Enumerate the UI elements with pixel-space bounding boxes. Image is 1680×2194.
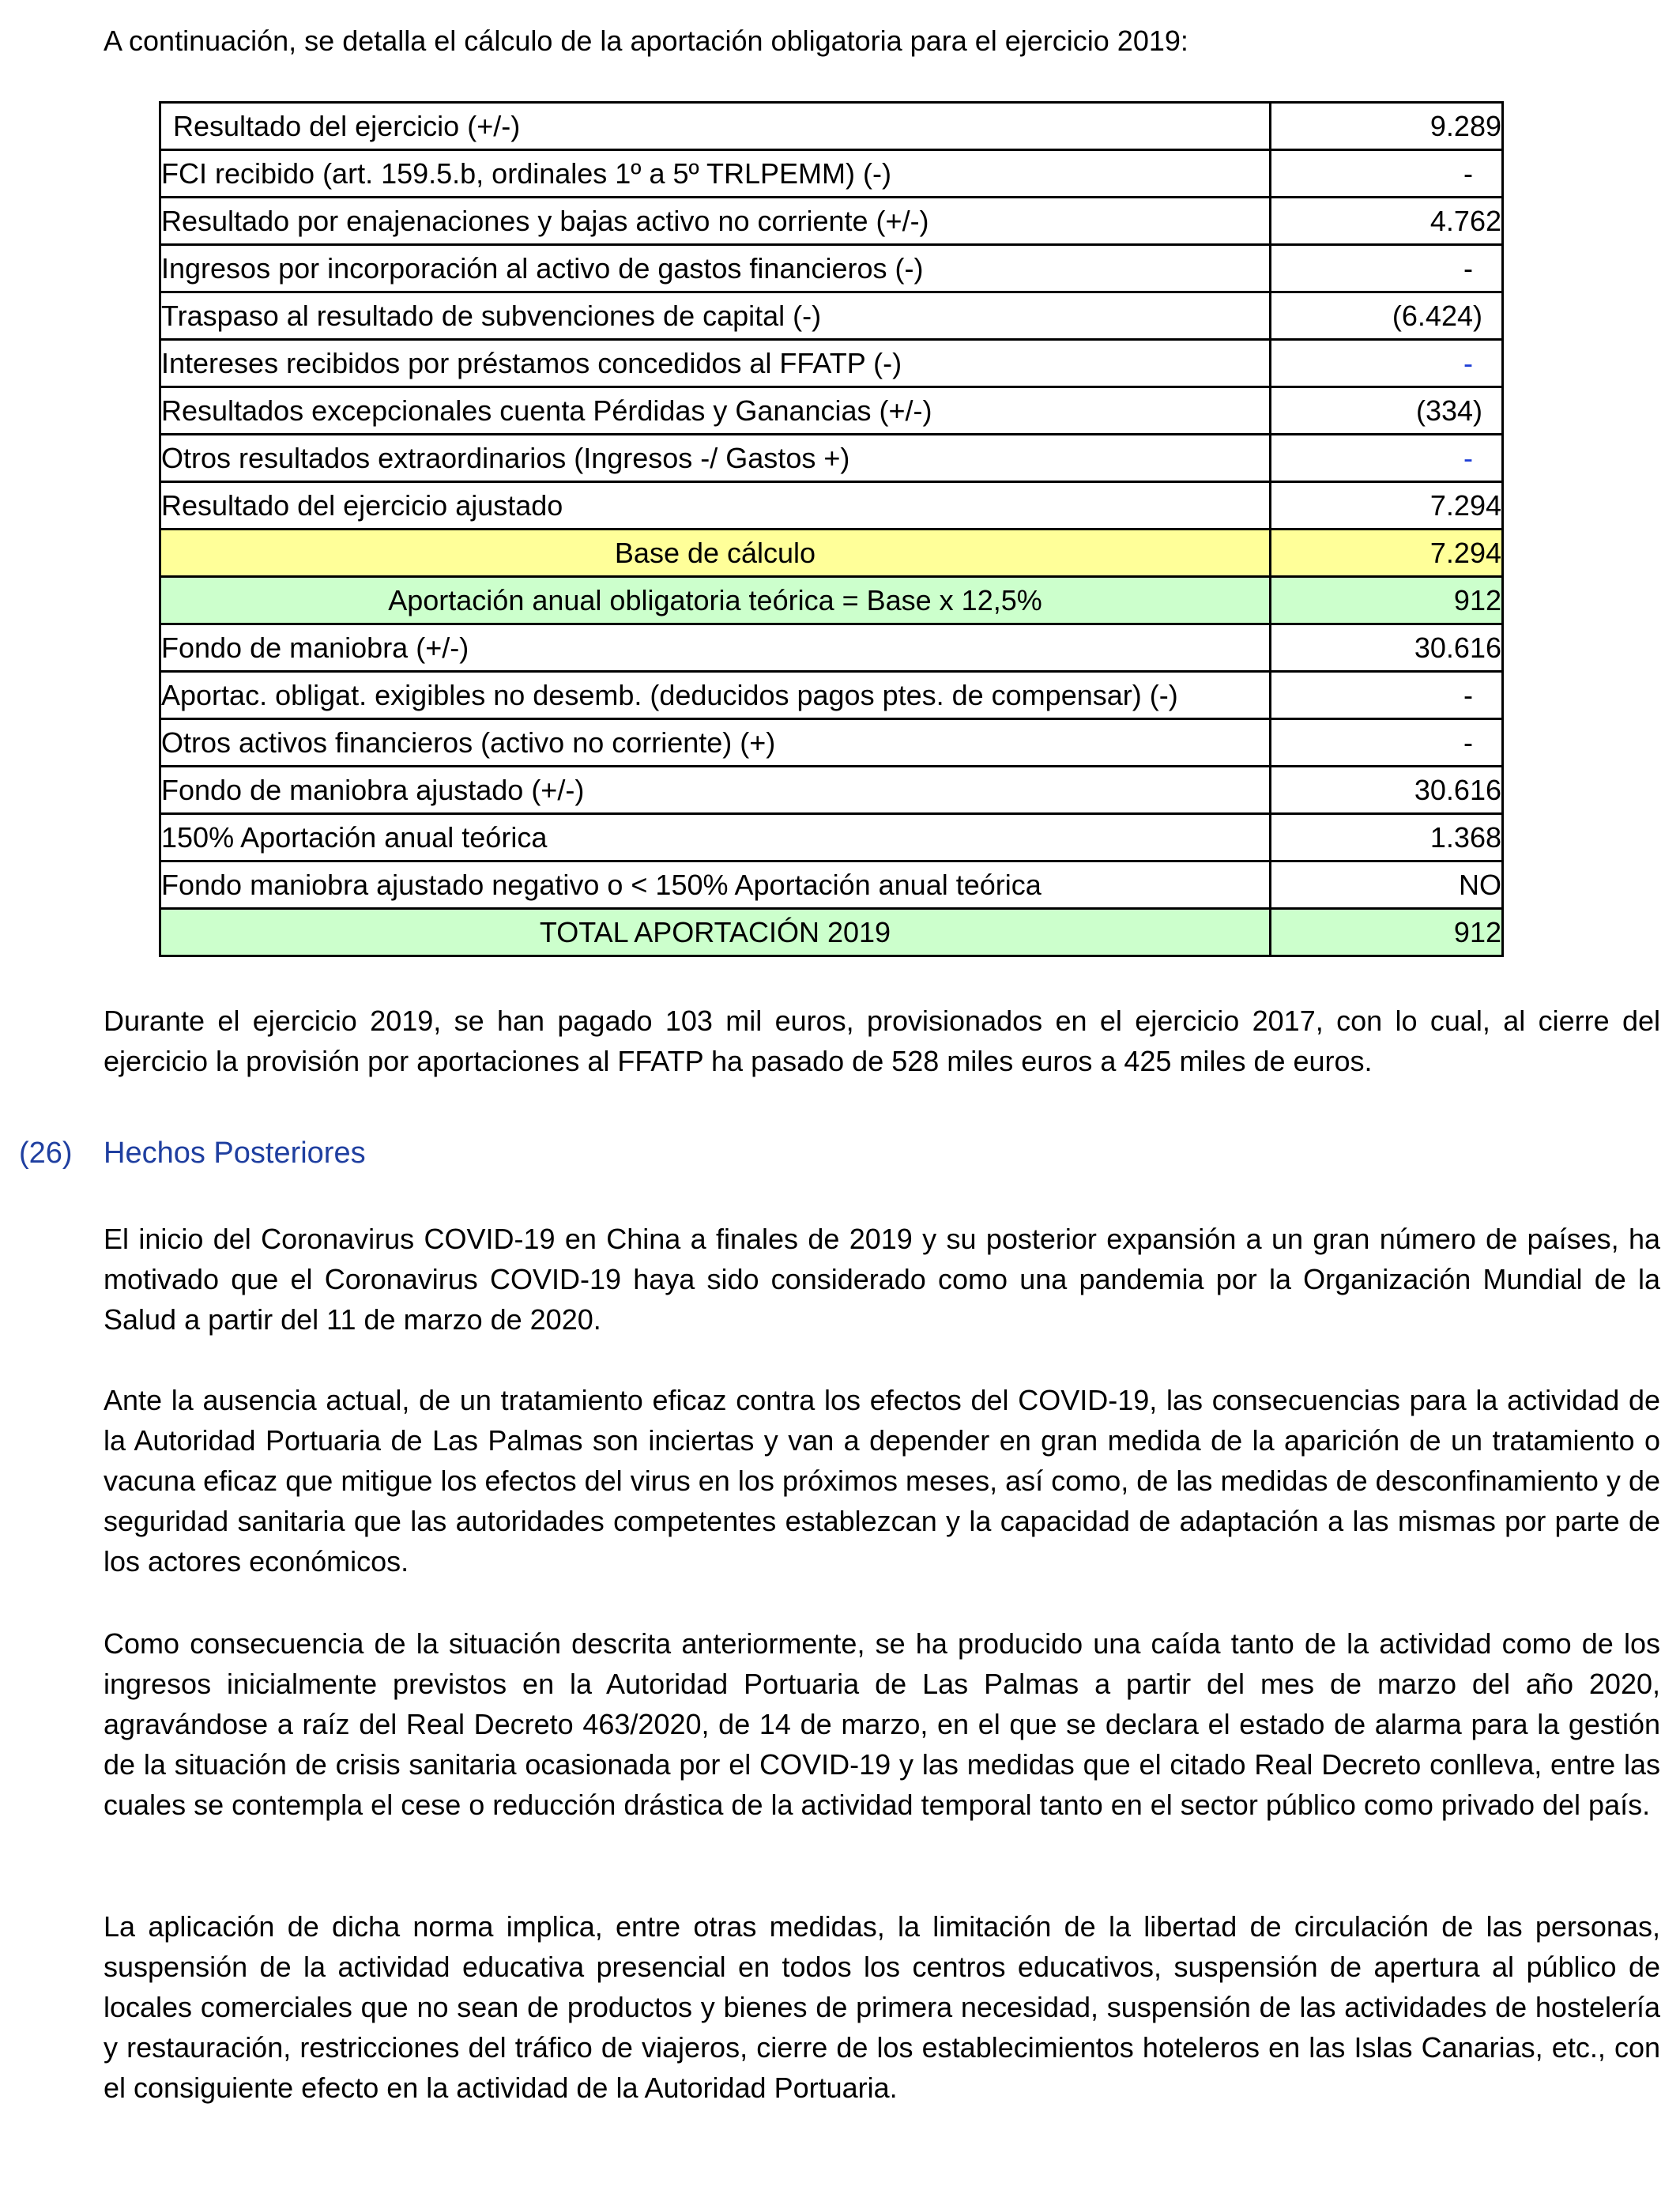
table-row [160, 767, 1503, 814]
row-value: 4.762 [1271, 198, 1503, 245]
row-value: (6.424) [1271, 292, 1503, 340]
row-value: 9.289 [1271, 103, 1503, 150]
table-row [160, 103, 1503, 150]
row-value: - [1271, 672, 1503, 719]
row-label: Fondo maniobra ajustado negativo o < 150% Aportación anual teórica [160, 861, 1271, 909]
row-label: 150% Aportación anual teórica [160, 814, 1271, 861]
table-row [160, 198, 1503, 245]
table-row [160, 435, 1503, 482]
base-row [160, 530, 1503, 577]
row-value: 912 [1271, 909, 1503, 956]
row-label: Resultado por enajenaciones y bajas activo no corriente (+/-) [160, 198, 1271, 245]
table-row [160, 672, 1503, 719]
row-label: Ingresos por incorporación al activo de gastos financieros (-) [160, 245, 1271, 292]
total-row [160, 909, 1503, 956]
row-value: NO [1271, 861, 1503, 909]
row-value: 30.616 [1271, 624, 1503, 672]
row-label: Intereses recibidos por préstamos concedidos al FFATP (-) [160, 340, 1271, 387]
row-label: Resultados excepcionales cuenta Pérdidas y Ganancias (+/-) [160, 387, 1271, 435]
paragraph: El inicio del Coronavirus COVID-19 en China a finales de 2019 y su posterior expansión a un gran número de países, ha motivado que el Coronavirus COVID-19 haya sido considerado como una pandemia por la Organización Mundial de la Salud a partir del 11 de marzo de 2020. [104, 1223, 1660, 1336]
row-label: Fondo de maniobra ajustado (+/-) [160, 767, 1271, 814]
intro-text: A continuación, se detalla el cálculo de la aportación obligatoria para el ejercicio 2019: [104, 25, 1188, 57]
row-value: 7.294 [1271, 530, 1503, 577]
table-row [160, 814, 1503, 861]
section-title: Hechos Posteriores [104, 1137, 366, 1170]
table-row [160, 387, 1503, 435]
table-row [160, 719, 1503, 767]
theoretical-contribution-row [160, 577, 1503, 624]
row-label: Aportac. obligat. exigibles no desemb. (deducidos pagos ptes. de compensar) (-) [160, 672, 1271, 719]
table-row [160, 340, 1503, 387]
row-label: FCI recibido (art. 159.5.b, ordinales 1º a 5º TRLPEMM) (-) [160, 150, 1271, 198]
row-value: - [1271, 719, 1503, 767]
paragraph: La aplicación de dicha norma implica, entre otras medidas, la limitación de la libertad de circulación de las personas, suspensión de la actividad educativa presencial en todos los centros educativos, suspensión de apertura al público de locales comerciales que no sean de productos y bienes de primera necesidad, suspensión de las actividades de hostelería y restauración, restricciones del tráfico de viajeros, cierre de los establecimientos hoteleros en las Islas Canarias, etc., con el consiguiente efecto en la actividad de la Autoridad Portuaria. [104, 1910, 1660, 2104]
row-value: - [1271, 340, 1503, 387]
row-value: 1.368 [1271, 814, 1503, 861]
row-label: Fondo de maniobra (+/-) [160, 624, 1271, 672]
row-value: (334) [1271, 387, 1503, 435]
contribution-table [159, 101, 1504, 957]
section-number: (26) [19, 1137, 73, 1170]
table-row [160, 150, 1503, 198]
after-table-text: Durante el ejercicio 2019, se han pagado 103 mil euros, provisionados en el ejercicio 2017, con lo cual, al cierre del ejercicio la provisión por aportaciones al FFATP ha pasado de 528 miles euros a 425 miles de euros. [104, 1005, 1660, 1077]
row-label: Traspaso al resultado de subvenciones de capital (-) [160, 292, 1271, 340]
paragraph: Como consecuencia de la situación descrita anteriormente, se ha producido una caída tanto de la actividad como de los ingresos inicialmente previstos en la Autoridad Portuaria de Las Palmas a partir del mes de marzo del año 2020, agravándose a raíz del Real Decreto 463/2020, de 14 de marzo, en el que se declara el estado de alarma para la gestión de la situación de crisis sanitaria ocasionada por el COVID-19 y las medidas que el citado Real Decreto conlleva, entre las cuales se contempla el cese o reducción drástica de la actividad temporal tanto en el sector público como privado del país. [104, 1627, 1660, 1821]
row-label: Otros activos financieros (activo no corriente) (+) [160, 719, 1271, 767]
row-label: Base de cálculo [160, 530, 1271, 577]
section-heading [19, 1132, 366, 1174]
row-value: 912 [1271, 577, 1503, 624]
row-value: 7.294 [1271, 482, 1503, 530]
table-row [160, 245, 1503, 292]
table-row [160, 482, 1503, 530]
table-row [160, 861, 1503, 909]
paragraph: Ante la ausencia actual, de un tratamiento eficaz contra los efectos del COVID-19, las consecuencias para la actividad de la Autoridad Portuaria de Las Palmas son inciertas y van a depender en gran medida de la aparición de un tratamiento o vacuna eficaz que mitigue los efectos del virus en los próximos meses, así como, de las medidas de desconfinamiento y de seguridad sanitaria que las autoridades competentes establezcan y la capacidad de adaptación a las mismas por parte de los actores económicos. [104, 1384, 1660, 1578]
row-label: Resultado del ejercicio (+/-) [160, 103, 1271, 150]
table-row [160, 624, 1503, 672]
row-value: - [1271, 435, 1503, 482]
row-label: Aportación anual obligatoria teórica = Base x 12,5% [160, 577, 1271, 624]
row-label: Otros resultados extraordinarios (Ingresos -/ Gastos +) [160, 435, 1271, 482]
row-value: - [1271, 245, 1503, 292]
table-row [160, 292, 1503, 340]
row-label: TOTAL APORTACIÓN 2019 [160, 909, 1271, 956]
row-value: 30.616 [1271, 767, 1503, 814]
row-value: - [1271, 150, 1503, 198]
row-label: Resultado del ejercicio ajustado [160, 482, 1271, 530]
